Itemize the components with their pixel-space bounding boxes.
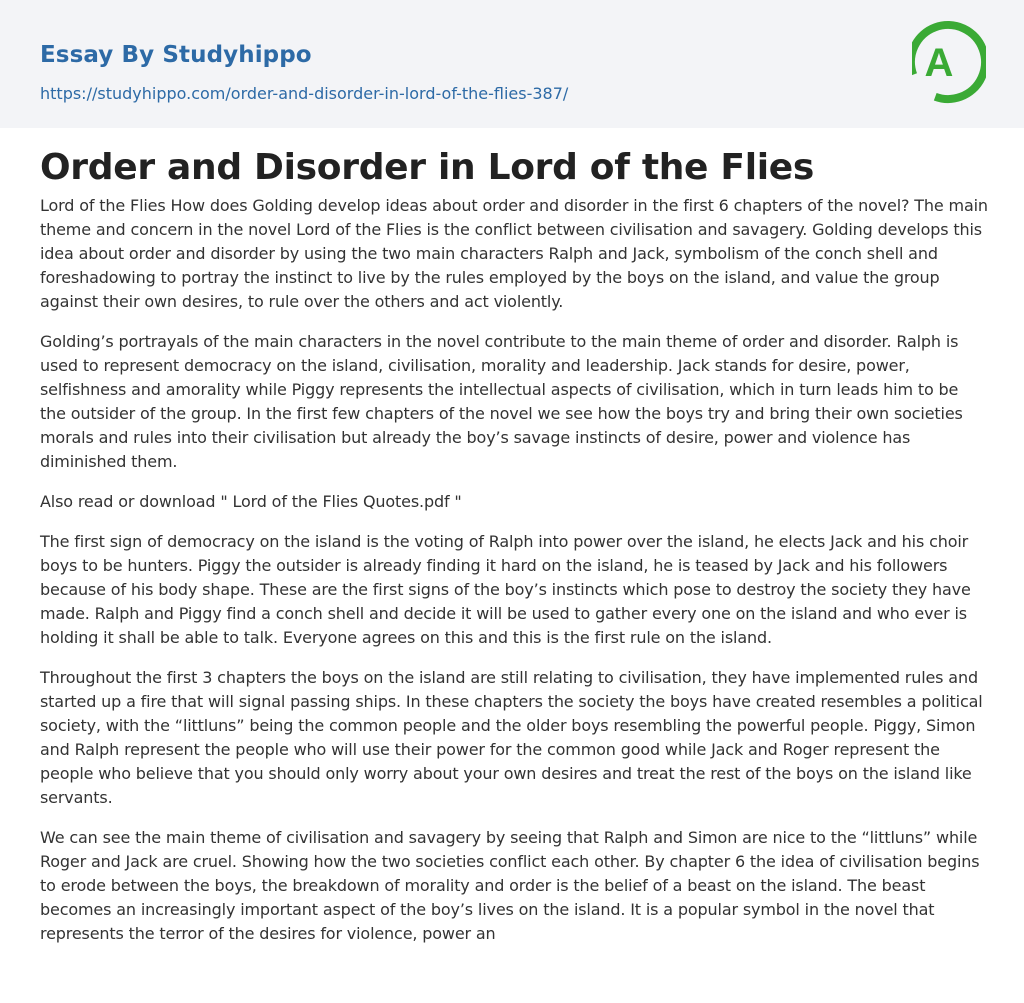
paragraph: Throughout the first 3 chapters the boys on the island are still relating to civilisation, they have implemented rules and started up a fire that will signal passing ships. In these chapters the society the boys have created resembles a political society, with the “littluns” being the common people and the older boys resembling the powerful people. Piggy, Simon and Ralph represent the people who will use their power for the common good while Jack and Roger represent the people who believe that you should only worry about your own desires and treat the rest of the boys on the island like servants. bbox=[40, 668, 983, 807]
paragraph: We can see the main theme of civilisation and savagery by seeing that Ralph and Simon are nice to the “littluns” while Roger and Jack are cruel. Showing how the two societies conflict each other. By chapter 6 the idea of civilisation begins to erode between the boys, the breakdown of morality and order is the belief of a beast on the island. The beast becomes an increasingly important aspect of the boy’s lives on the island. It is a popular symbol in the novel that represents the terror of the desires for violence, power an bbox=[40, 828, 980, 943]
studyhippo-logo-icon[interactable] bbox=[912, 19, 986, 105]
paragraph: The first sign of democracy on the island is the voting of Ralph into power over the island, he elects Jack and his choir boys to be hunters. Piggy the outsider is already finding it hard on the island, he is teased by Jack and his followers because of his body shape. These are the first signs of the boy’s instincts which pose to destroy the society they have made. Ralph and Piggy find a conch shell and decide it will be used to gather every one on the island and who ever is holding it shall be able to talk. Everyone agrees on this and this is the first rule on the island. bbox=[40, 532, 971, 647]
logo-letter: A bbox=[924, 41, 954, 85]
site-header bbox=[0, 0, 1024, 128]
article-body bbox=[40, 194, 988, 962]
paragraph: Lord of the Flies How does Golding develop ideas about order and disorder in the first 6 chapters of the novel? The main theme and concern in the novel Lord of the Flies is the conflict between civilisation and savagery. Golding develops this idea about order and disorder by using the two main characters Ralph and Jack, symbolism of the conch shell and foreshadowing to portray the instinct to live by the rules employed by the boys on the island, and value the group against their own desires, to rule over the others and act violently. bbox=[40, 196, 988, 311]
also-read-link[interactable]: Also read or download " Lord of the Flies Quotes.pdf " bbox=[40, 492, 462, 511]
site-brand[interactable]: Essay By Studyhippo bbox=[40, 42, 312, 68]
article-title: Order and Disorder in Lord of the Flies bbox=[40, 147, 815, 188]
paragraph: Golding’s portrayals of the main characters in the novel contribute to the main theme of order and disorder. Ralph is used to represent democracy on the island, civilisation, morality and leadership. Jack stands for desire, power, selfishness and amorality while Piggy represents the intellectual aspects of civilisation, which in turn leads him to be the outsider of the group. In the first few chapters of the novel we see how the boys try and bring their own societies morals and rules into their civilisation but already the boy’s savage instincts of desire, power and violence has diminished them. bbox=[40, 332, 963, 471]
source-link[interactable]: https://studyhippo.com/order-and-disorder-in-lord-of-the-flies-387/ bbox=[40, 84, 569, 103]
